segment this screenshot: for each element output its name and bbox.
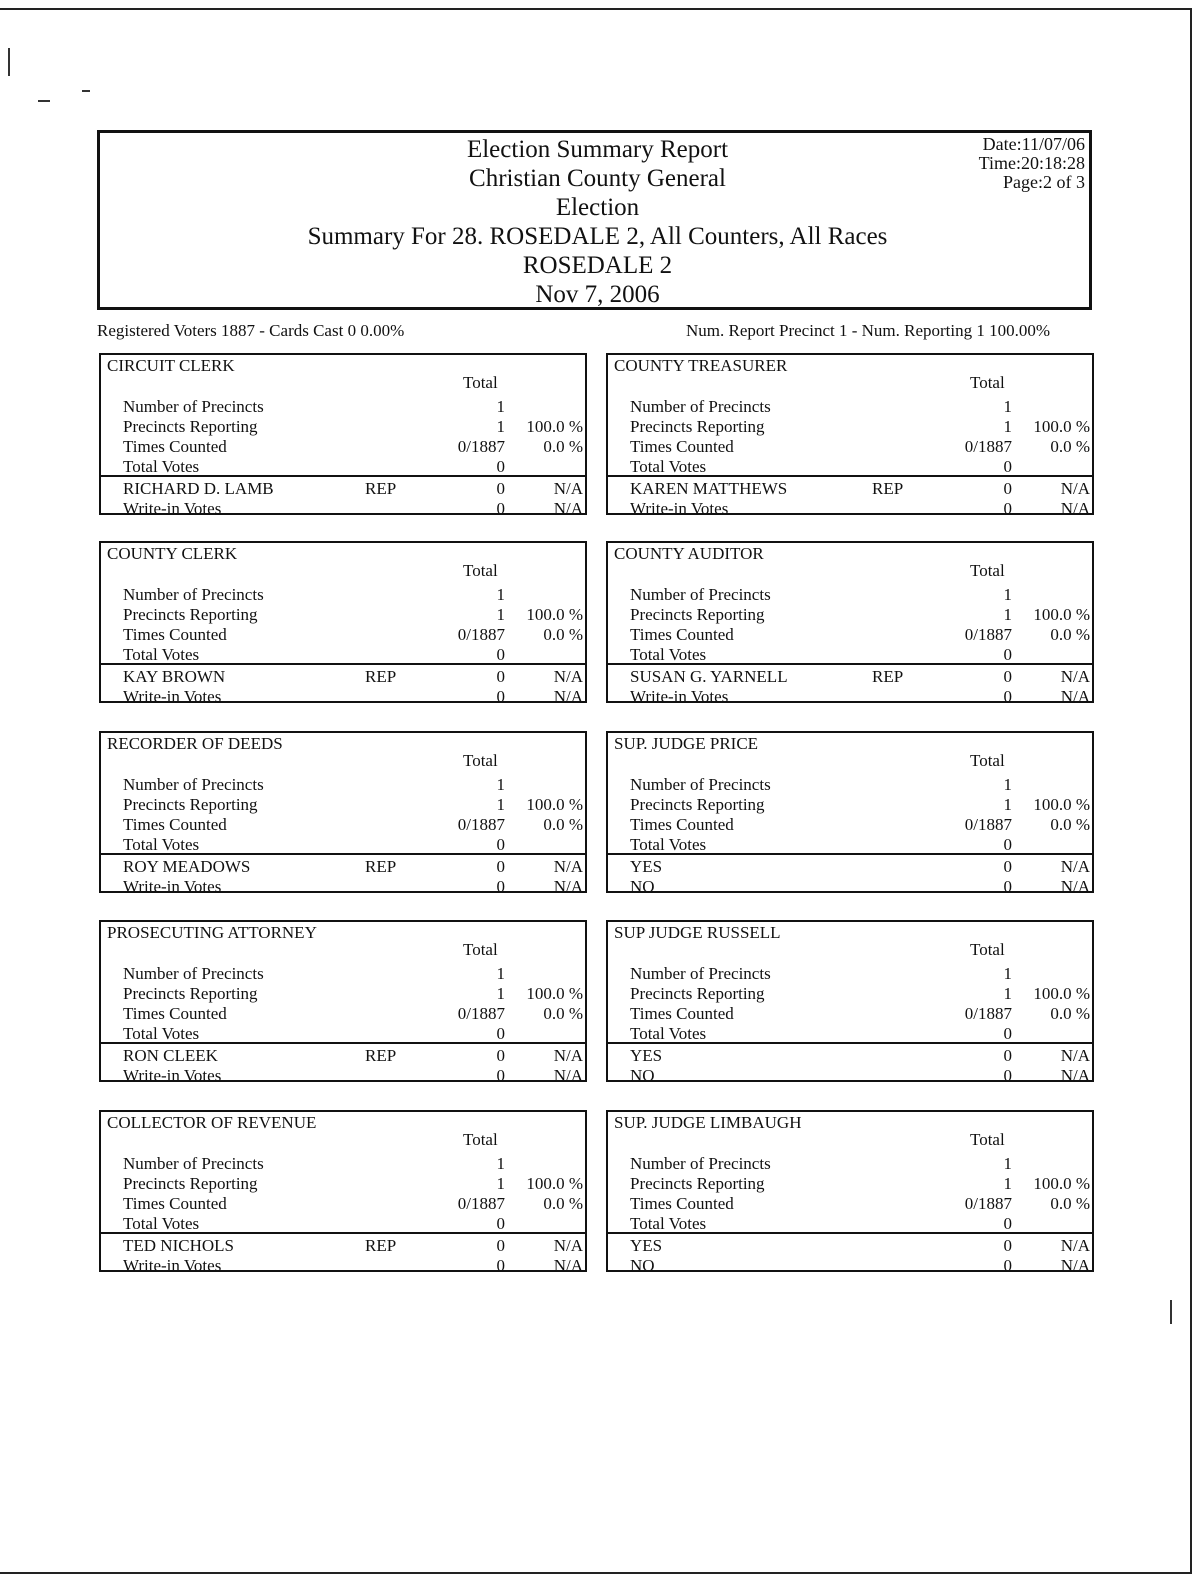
- candidate-name: SUSAN G. YARNELL: [630, 667, 788, 686]
- stat-percent: 100.0 %: [1033, 605, 1090, 624]
- candidate-name: Write-in Votes: [123, 499, 222, 518]
- candidate-name: Write-in Votes: [123, 687, 222, 706]
- stat-percent: 0.0 %: [543, 1194, 583, 1213]
- scan-mark: [38, 100, 50, 102]
- stat-value: 0/1887: [457, 815, 505, 834]
- total-column-header: Total: [463, 1130, 498, 1149]
- total-column-header: Total: [970, 561, 1005, 580]
- stat-value: 1: [1003, 585, 1012, 604]
- stat-value: 0: [496, 645, 505, 664]
- stat-label: Precincts Reporting: [630, 795, 765, 814]
- stat-value: 0/1887: [964, 815, 1012, 834]
- race-title: PROSECUTING ATTORNEY: [107, 923, 317, 942]
- candidate-votes: 0: [496, 857, 505, 876]
- stat-row: [101, 625, 585, 645]
- stat-row: [101, 1024, 585, 1044]
- candidate-separator: [101, 663, 585, 665]
- candidate-row: [101, 1256, 585, 1276]
- stat-percent: 100.0 %: [526, 1174, 583, 1193]
- stat-percent: 100.0 %: [1033, 795, 1090, 814]
- stat-label: Number of Precincts: [630, 964, 771, 983]
- stat-label: Precincts Reporting: [123, 795, 258, 814]
- stat-row: [608, 1194, 1092, 1214]
- stat-percent: 100.0 %: [1033, 417, 1090, 436]
- stat-percent: 0.0 %: [543, 1004, 583, 1023]
- stat-row: [101, 984, 585, 1004]
- candidate-row: [608, 687, 1092, 707]
- stat-value: 1: [496, 1154, 505, 1173]
- stat-label: Total Votes: [630, 645, 707, 664]
- candidate-name: Write-in Votes: [630, 499, 729, 518]
- race-box: [99, 1110, 587, 1275]
- candidate-percent: N/A: [553, 1236, 583, 1255]
- stat-label: Number of Precincts: [123, 775, 264, 794]
- candidate-percent: N/A: [553, 687, 583, 706]
- stat-label: Times Counted: [123, 625, 227, 644]
- stat-value: 0/1887: [964, 1194, 1012, 1213]
- total-column-header: Total: [463, 561, 498, 580]
- total-column-header: Total: [463, 751, 498, 770]
- stat-value: 1: [496, 984, 505, 1003]
- stat-row: [101, 964, 585, 984]
- candidate-row: [101, 857, 585, 877]
- stat-value: 0: [1003, 1024, 1012, 1043]
- stat-label: Total Votes: [123, 645, 200, 664]
- candidate-row: [101, 479, 585, 499]
- stat-row: [608, 1024, 1092, 1044]
- stat-value: 1: [496, 605, 505, 624]
- candidate-row: [608, 499, 1092, 519]
- stat-label: Total Votes: [630, 1024, 707, 1043]
- candidate-votes: 0: [496, 479, 505, 498]
- stat-value: 0: [1003, 835, 1012, 854]
- stat-row: [608, 437, 1092, 457]
- race-box: [606, 920, 1094, 1085]
- candidate-name: NO: [630, 877, 655, 896]
- candidate-separator: [608, 853, 1092, 855]
- candidate-party: REP: [872, 667, 904, 686]
- stat-percent: 100.0 %: [526, 984, 583, 1003]
- race-title: CIRCUIT CLERK: [107, 356, 235, 375]
- candidate-name: RICHARD D. LAMB: [123, 479, 274, 498]
- race-title: COUNTY CLERK: [107, 544, 238, 563]
- race-box: [99, 541, 587, 706]
- candidate-row: [608, 667, 1092, 687]
- stat-label: Number of Precincts: [630, 775, 771, 794]
- candidate-party: REP: [365, 857, 397, 876]
- candidate-row: [101, 877, 585, 897]
- race-box: [606, 731, 1094, 896]
- stat-row: [608, 815, 1092, 835]
- race-box: [606, 541, 1094, 706]
- report-header: [97, 130, 1092, 310]
- stat-row: [101, 815, 585, 835]
- stat-row: [101, 585, 585, 605]
- race-title: COUNTY TREASURER: [614, 356, 788, 375]
- stat-value: 1: [1003, 1174, 1012, 1193]
- candidate-percent: N/A: [553, 1046, 583, 1065]
- stat-value: 1: [1003, 984, 1012, 1003]
- stat-value: 0/1887: [457, 1004, 505, 1023]
- race-title: COUNTY AUDITOR: [614, 544, 764, 563]
- stat-value: 0: [496, 835, 505, 854]
- stat-label: Total Votes: [123, 1024, 200, 1043]
- candidate-votes: 0: [1003, 877, 1012, 896]
- stat-value: 1: [496, 775, 505, 794]
- candidate-row: [608, 1256, 1092, 1276]
- candidate-name: NO: [630, 1256, 655, 1275]
- stat-percent: 100.0 %: [1033, 1174, 1090, 1193]
- candidate-votes: 0: [1003, 1066, 1012, 1085]
- race-title: SUP JUDGE RUSSELL: [614, 923, 781, 942]
- race-title: RECORDER OF DEEDS: [107, 734, 283, 753]
- race-box: [606, 353, 1094, 518]
- stat-row: [608, 1004, 1092, 1024]
- candidate-percent: N/A: [1060, 877, 1090, 896]
- candidate-percent: N/A: [1060, 1046, 1090, 1065]
- candidate-name: KAREN MATTHEWS: [630, 479, 788, 498]
- candidate-separator: [101, 475, 585, 477]
- candidate-row: [608, 1046, 1092, 1066]
- precinct-reporting-summary: Num. Report Precinct 1 - Num. Reporting 1 100.00%: [686, 321, 1051, 340]
- stat-label: Total Votes: [123, 835, 200, 854]
- total-column-header: Total: [463, 373, 498, 392]
- stat-label: Times Counted: [123, 1004, 227, 1023]
- candidate-party: REP: [365, 1046, 397, 1065]
- stat-label: Times Counted: [123, 815, 227, 834]
- candidate-name: YES: [630, 857, 663, 876]
- stat-row: [101, 1214, 585, 1234]
- stat-label: Times Counted: [630, 437, 734, 456]
- stat-percent: 100.0 %: [526, 605, 583, 624]
- candidate-votes: 0: [1003, 499, 1012, 518]
- candidate-separator: [608, 1232, 1092, 1234]
- stat-row: [101, 605, 585, 625]
- race-box: [99, 731, 587, 896]
- stat-label: Total Votes: [123, 457, 200, 476]
- stat-row: [608, 417, 1092, 437]
- candidate-row: [608, 479, 1092, 499]
- total-column-header: Total: [463, 940, 498, 959]
- candidate-separator: [101, 853, 585, 855]
- stat-label: Times Counted: [630, 1194, 734, 1213]
- stat-row: [608, 1174, 1092, 1194]
- candidate-votes: 0: [1003, 857, 1012, 876]
- report-date: Date:11/07/06: [982, 134, 1085, 154]
- page-border-top: [0, 8, 1190, 10]
- stat-label: Times Counted: [123, 437, 227, 456]
- candidate-row: [101, 687, 585, 707]
- candidate-votes: 0: [496, 1046, 505, 1065]
- stat-row: [608, 964, 1092, 984]
- scan-mark: [82, 90, 90, 92]
- stat-row: [608, 1214, 1092, 1234]
- stat-label: Number of Precincts: [630, 585, 771, 604]
- stat-row: [101, 645, 585, 665]
- stat-row: [101, 835, 585, 855]
- stat-value: 1: [496, 1174, 505, 1193]
- stat-value: 1: [1003, 605, 1012, 624]
- report-page: Page:2 of 3: [1003, 172, 1085, 192]
- stat-value: 0/1887: [964, 1004, 1012, 1023]
- stat-percent: 0.0 %: [543, 625, 583, 644]
- stat-value: 1: [1003, 795, 1012, 814]
- candidate-name: ROY MEADOWS: [123, 857, 251, 876]
- stat-label: Precincts Reporting: [123, 417, 258, 436]
- stat-value: 1: [1003, 417, 1012, 436]
- stat-value: 1: [496, 795, 505, 814]
- candidate-votes: 0: [496, 1236, 505, 1255]
- stat-label: Number of Precincts: [630, 1154, 771, 1173]
- stat-value: 1: [496, 964, 505, 983]
- candidate-votes: 0: [496, 1256, 505, 1275]
- stat-value: 0/1887: [457, 1194, 505, 1213]
- candidate-name: TED NICHOLS: [123, 1236, 234, 1255]
- stat-value: 0: [496, 457, 505, 476]
- stat-label: Precincts Reporting: [123, 1174, 258, 1193]
- stat-label: Number of Precincts: [123, 397, 264, 416]
- race-title: SUP. JUDGE PRICE: [614, 734, 759, 753]
- stat-label: Precincts Reporting: [123, 605, 258, 624]
- candidate-separator: [101, 1042, 585, 1044]
- stat-label: Precincts Reporting: [630, 1174, 765, 1193]
- candidate-votes: 0: [1003, 1046, 1012, 1065]
- stat-value: 1: [496, 397, 505, 416]
- stat-label: Precincts Reporting: [123, 984, 258, 1003]
- report-title: [100, 135, 1095, 309]
- stat-value: 0/1887: [457, 437, 505, 456]
- total-column-header: Total: [970, 940, 1005, 959]
- stat-percent: 0.0 %: [543, 437, 583, 456]
- candidate-votes: 0: [496, 1066, 505, 1085]
- stat-row: [101, 1194, 585, 1214]
- candidate-percent: N/A: [553, 479, 583, 498]
- candidate-separator: [101, 1232, 585, 1234]
- candidate-percent: N/A: [1060, 1236, 1090, 1255]
- candidate-votes: 0: [1003, 479, 1012, 498]
- title-line: Election Summary Report: [466, 136, 729, 163]
- stat-label: Precincts Reporting: [630, 984, 765, 1003]
- stat-value: 0/1887: [964, 625, 1012, 644]
- registered-voters-summary: Registered Voters 1887 - Cards Cast 0 0.00%: [97, 321, 405, 340]
- page-border-right: [1190, 8, 1192, 1574]
- stat-percent: 100.0 %: [526, 417, 583, 436]
- candidate-percent: N/A: [1060, 857, 1090, 876]
- stat-row: [608, 397, 1092, 417]
- stat-row: [101, 1004, 585, 1024]
- stat-label: Precincts Reporting: [630, 605, 765, 624]
- candidate-percent: N/A: [1060, 687, 1090, 706]
- report-meta: [979, 135, 1085, 192]
- candidate-votes: 0: [1003, 687, 1012, 706]
- stat-row: [101, 437, 585, 457]
- candidate-name: Write-in Votes: [123, 1256, 222, 1275]
- stat-row: [608, 457, 1092, 477]
- stat-row: [608, 775, 1092, 795]
- stat-row: [101, 775, 585, 795]
- candidate-votes: 0: [496, 687, 505, 706]
- stat-value: 0: [496, 1214, 505, 1233]
- candidate-party: REP: [365, 1236, 397, 1255]
- stat-value: 0/1887: [964, 437, 1012, 456]
- stat-value: 0/1887: [457, 625, 505, 644]
- page-border-bottom: [0, 1572, 1192, 1574]
- stat-percent: 100.0 %: [526, 795, 583, 814]
- candidate-name: KAY BROWN: [123, 667, 226, 686]
- stat-row: [608, 645, 1092, 665]
- stat-row: [101, 397, 585, 417]
- candidate-separator: [608, 1042, 1092, 1044]
- stat-label: Number of Precincts: [123, 964, 264, 983]
- total-column-header: Total: [970, 373, 1005, 392]
- stat-row: [101, 457, 585, 477]
- race-title: COLLECTOR OF REVENUE: [107, 1113, 317, 1132]
- stat-label: Times Counted: [630, 815, 734, 834]
- stat-row: [101, 417, 585, 437]
- total-column-header: Total: [970, 751, 1005, 770]
- stat-percent: 0.0 %: [1050, 1004, 1090, 1023]
- candidate-row: [608, 877, 1092, 897]
- candidate-percent: N/A: [553, 1256, 583, 1275]
- stat-label: Total Votes: [123, 1214, 200, 1233]
- scan-mark: [1170, 1300, 1172, 1324]
- stat-row: [101, 1174, 585, 1194]
- stat-value: 0: [496, 1024, 505, 1043]
- title-line: Summary For 28. ROSEDALE 2, All Counters, All Races: [307, 223, 888, 250]
- candidate-name: YES: [630, 1236, 663, 1255]
- candidate-row: [101, 499, 585, 519]
- stat-row: [101, 795, 585, 815]
- stat-row: [608, 795, 1092, 815]
- stat-label: Number of Precincts: [123, 1154, 264, 1173]
- stat-value: 0: [1003, 457, 1012, 476]
- candidate-percent: N/A: [553, 877, 583, 896]
- candidate-row: [608, 1236, 1092, 1256]
- stat-label: Total Votes: [630, 1214, 707, 1233]
- candidate-percent: N/A: [1060, 1066, 1090, 1085]
- stat-value: 1: [1003, 775, 1012, 794]
- candidate-percent: N/A: [1060, 1256, 1090, 1275]
- stat-label: Total Votes: [630, 835, 707, 854]
- stat-percent: 100.0 %: [1033, 984, 1090, 1003]
- stat-percent: 0.0 %: [1050, 815, 1090, 834]
- candidate-name: Write-in Votes: [123, 1066, 222, 1085]
- candidate-percent: N/A: [553, 667, 583, 686]
- stat-label: Times Counted: [630, 1004, 734, 1023]
- candidate-votes: 0: [496, 667, 505, 686]
- candidate-percent: N/A: [553, 1066, 583, 1085]
- candidate-party: REP: [872, 479, 904, 498]
- candidate-separator: [608, 663, 1092, 665]
- scan-mark: [8, 48, 10, 76]
- stat-value: 1: [1003, 964, 1012, 983]
- stat-value: 1: [1003, 1154, 1012, 1173]
- candidate-percent: N/A: [1060, 667, 1090, 686]
- title-line: Election: [555, 194, 640, 221]
- stat-row: [101, 1154, 585, 1174]
- candidate-votes: 0: [1003, 667, 1012, 686]
- candidate-name: Write-in Votes: [630, 687, 729, 706]
- stat-percent: 0.0 %: [1050, 437, 1090, 456]
- stat-label: Total Votes: [630, 457, 707, 476]
- stat-row: [608, 835, 1092, 855]
- candidate-row: [608, 1066, 1092, 1086]
- stat-row: [608, 625, 1092, 645]
- candidate-name: RON CLEEK: [123, 1046, 218, 1065]
- candidate-party: REP: [365, 667, 397, 686]
- candidate-row: [101, 667, 585, 687]
- race-box: [99, 353, 587, 518]
- candidate-name: YES: [630, 1046, 663, 1065]
- stat-label: Times Counted: [630, 625, 734, 644]
- candidate-separator: [608, 475, 1092, 477]
- race-box: [606, 1110, 1094, 1275]
- candidate-row: [101, 1236, 585, 1256]
- candidate-votes: 0: [1003, 1256, 1012, 1275]
- stat-row: [608, 984, 1092, 1004]
- candidate-votes: 0: [1003, 1236, 1012, 1255]
- total-column-header: Total: [970, 1130, 1005, 1149]
- candidate-percent: N/A: [1060, 479, 1090, 498]
- title-line: Christian County General: [469, 165, 726, 192]
- race-title: SUP. JUDGE LIMBAUGH: [614, 1113, 802, 1132]
- candidate-row: [608, 857, 1092, 877]
- stat-value: 1: [1003, 397, 1012, 416]
- candidate-name: NO: [630, 1066, 655, 1085]
- candidate-name: Write-in Votes: [123, 877, 222, 896]
- candidate-percent: N/A: [553, 499, 583, 518]
- stat-percent: 0.0 %: [1050, 1194, 1090, 1213]
- stat-row: [608, 605, 1092, 625]
- stat-label: Precincts Reporting: [630, 417, 765, 436]
- stat-percent: 0.0 %: [543, 815, 583, 834]
- stat-value: 0: [1003, 645, 1012, 664]
- report-time: Time:20:18:28: [978, 153, 1085, 173]
- candidate-votes: 0: [496, 499, 505, 518]
- stat-percent: 0.0 %: [1050, 625, 1090, 644]
- stat-row: [608, 1154, 1092, 1174]
- candidate-percent: N/A: [553, 857, 583, 876]
- candidate-percent: N/A: [1060, 499, 1090, 518]
- candidate-party: REP: [365, 479, 397, 498]
- stat-label: Number of Precincts: [630, 397, 771, 416]
- stat-value: 1: [496, 585, 505, 604]
- stat-value: 1: [496, 417, 505, 436]
- candidate-votes: 0: [496, 877, 505, 896]
- title-line: ROSEDALE 2: [522, 252, 673, 279]
- candidate-row: [101, 1046, 585, 1066]
- stat-label: Number of Precincts: [123, 585, 264, 604]
- race-box: [99, 920, 587, 1085]
- stat-row: [608, 585, 1092, 605]
- stat-label: Times Counted: [123, 1194, 227, 1213]
- stat-value: 0: [1003, 1214, 1012, 1233]
- title-line: Nov 7, 2006: [535, 281, 660, 308]
- candidate-row: [101, 1066, 585, 1086]
